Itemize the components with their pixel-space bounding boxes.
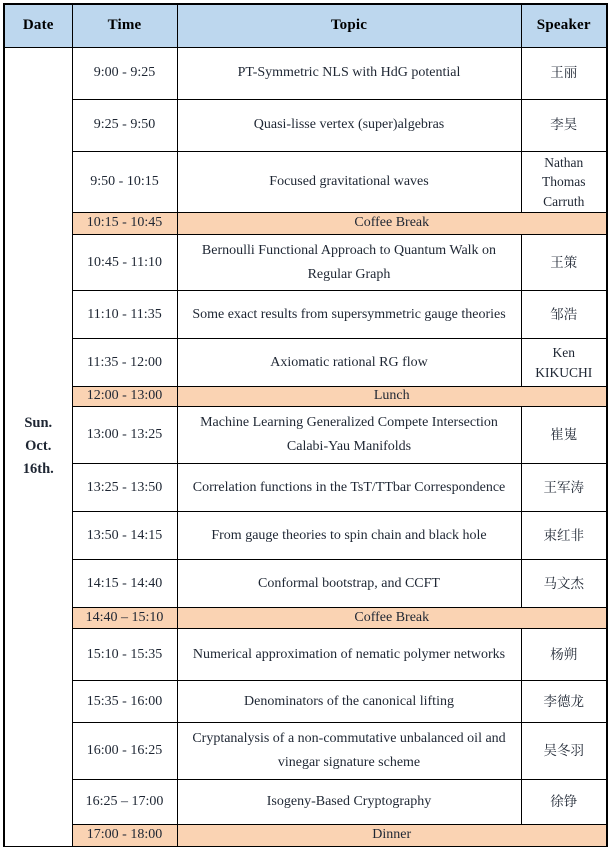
topic-cell: Correlation functions in the TsT/TTbar Correspondence <box>177 464 521 512</box>
table-row <box>4 407 607 464</box>
time-cell: 11:10 - 11:35 <box>72 291 177 339</box>
speaker-cell: Ken KIKUCHI <box>521 339 607 387</box>
table-row <box>4 99 607 151</box>
table-row <box>4 681 607 723</box>
break-row <box>4 825 607 847</box>
break-row <box>4 387 607 407</box>
time-cell: 12:00 - 13:00 <box>72 387 177 407</box>
topic-cell: Denominators of the canonical lifting <box>177 681 521 723</box>
header-speaker: Speaker <box>521 4 607 47</box>
speaker-cell: 马文杰 <box>521 560 607 608</box>
time-cell: 17:00 - 18:00 <box>72 825 177 847</box>
speaker-cell: 王军涛 <box>521 464 607 512</box>
break-label: Coffee Break <box>177 213 607 235</box>
break-label: Dinner <box>177 825 607 847</box>
table-row <box>4 47 607 99</box>
time-cell: 16:00 - 16:25 <box>72 723 177 780</box>
header-topic: Topic <box>177 4 521 47</box>
time-cell: 16:25 – 17:00 <box>72 780 177 825</box>
time-cell: 11:35 - 12:00 <box>72 339 177 387</box>
table-row <box>4 464 607 512</box>
time-cell: 13:50 - 14:15 <box>72 512 177 560</box>
date-line2: Oct. 16th. <box>22 438 54 478</box>
topic-cell: Numerical approximation of nematic polymer networks <box>177 629 521 681</box>
time-cell: 10:45 - 11:10 <box>72 235 177 291</box>
table-row <box>4 151 607 213</box>
time-cell: 13:25 - 13:50 <box>72 464 177 512</box>
header-row <box>4 4 607 47</box>
speaker-cell: 杨朔 <box>521 629 607 681</box>
topic-cell: Axiomatic rational RG flow <box>177 339 521 387</box>
speaker-cell: 李德龙 <box>521 681 607 723</box>
break-row <box>4 608 607 629</box>
time-cell: 15:10 - 15:35 <box>72 629 177 681</box>
table-row <box>4 291 607 339</box>
speaker-cell: 李昊 <box>521 99 607 151</box>
topic-cell: Some exact results from supersymmetric gauge theories <box>177 291 521 339</box>
time-cell: 9:00 - 9:25 <box>72 47 177 99</box>
table-row <box>4 235 607 291</box>
time-cell: 13:00 - 13:25 <box>72 407 177 464</box>
time-cell: 14:15 - 14:40 <box>72 560 177 608</box>
header-date: Date <box>4 4 72 47</box>
speaker-cell: 王丽 <box>521 47 607 99</box>
schedule-table <box>3 3 608 847</box>
date-line1: Sun. <box>24 414 53 431</box>
speaker-cell: 邹浩 <box>521 291 607 339</box>
table-row <box>4 780 607 825</box>
topic-cell: Quasi-lisse vertex (super)algebras <box>177 99 521 151</box>
table-row <box>4 339 607 387</box>
speaker-cell: 吴冬羽 <box>521 723 607 780</box>
table-row <box>4 629 607 681</box>
date-cell <box>4 47 72 847</box>
topic-cell: Cryptanalysis of a non-commutative unbalanced oil and vinegar signature scheme <box>177 723 521 780</box>
time-cell: 10:15 - 10:45 <box>72 213 177 235</box>
speaker-cell: Nathan Thomas Carruth <box>521 151 607 213</box>
topic-cell: PT-Symmetric NLS with HdG potential <box>177 47 521 99</box>
topic-cell: From gauge theories to spin chain and black hole <box>177 512 521 560</box>
time-cell: 9:50 - 10:15 <box>72 151 177 213</box>
speaker-cell: 王策 <box>521 235 607 291</box>
speaker-cell: 束红非 <box>521 512 607 560</box>
break-label: Lunch <box>177 387 607 407</box>
time-cell: 9:25 - 9:50 <box>72 99 177 151</box>
speaker-cell: 崔嵬 <box>521 407 607 464</box>
table-row <box>4 560 607 608</box>
break-row <box>4 213 607 235</box>
time-cell: 14:40 – 15:10 <box>72 608 177 629</box>
speaker-cell: 徐铮 <box>521 780 607 825</box>
topic-cell: Focused gravitational waves <box>177 151 521 213</box>
topic-cell: Isogeny-Based Cryptography <box>177 780 521 825</box>
topic-cell: Machine Learning Generalized Compete Intersection Calabi-Yau Manifolds <box>177 407 521 464</box>
table-row <box>4 512 607 560</box>
topic-cell: Conformal bootstrap, and CCFT <box>177 560 521 608</box>
topic-cell: Bernoulli Functional Approach to Quantum Walk on Regular Graph <box>177 235 521 291</box>
time-cell: 15:35 - 16:00 <box>72 681 177 723</box>
header-time: Time <box>72 4 177 47</box>
break-label: Coffee Break <box>177 608 607 629</box>
table-row <box>4 723 607 780</box>
